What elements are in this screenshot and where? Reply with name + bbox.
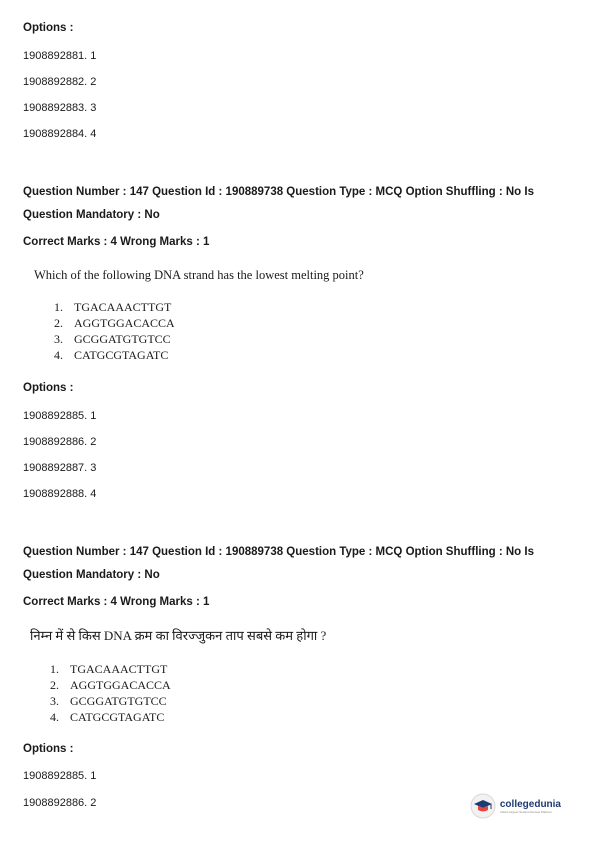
option-item: 1908892885. 1 [23, 410, 97, 422]
choice-item [50, 694, 167, 709]
choice-text: CATGCGTAGATC [74, 348, 169, 362]
choice-number: 3. [50, 694, 59, 708]
question-header: Question Number : 147 Question Id : 190889738 Question Type : MCQ Option Shuffling : No Is [23, 186, 534, 198]
option-item: 1908892888. 4 [23, 488, 97, 500]
options-label: Options : [23, 382, 74, 394]
question-marks: Correct Marks : 4 Wrong Marks : 1 [23, 596, 210, 608]
choice-number: 2. [50, 678, 59, 692]
graduation-cap-icon [470, 793, 496, 819]
choice-text: CATGCGTAGATC [70, 710, 165, 724]
choice-number: 2. [54, 316, 63, 330]
question-mandatory: Question Mandatory : No [23, 569, 160, 581]
choice-number: 1. [50, 662, 59, 676]
choice-item [50, 662, 167, 677]
option-item: 1908892886. 2 [23, 436, 97, 448]
choice-item [50, 710, 164, 725]
choice-item [50, 678, 171, 693]
choice-number: 4. [50, 710, 59, 724]
option-item: 1908892887. 3 [23, 462, 97, 474]
logo-tagline: India's largest Student Review Platform [499, 809, 553, 814]
option-item: 1908892881. 1 [23, 50, 97, 62]
logo-brand: collegedunia [499, 798, 561, 810]
question-marks: Correct Marks : 4 Wrong Marks : 1 [23, 236, 210, 248]
question-text-hindi: निम्न में से किस DNA क्रम का विरज्जुकन ताप सबसे कम होगा ? [30, 628, 327, 643]
options-label: Options : [23, 22, 74, 34]
choice-text: TGACAAACTTGT [70, 662, 168, 676]
option-item: 1908892883. 3 [23, 102, 97, 114]
choice-text: TGACAAACTTGT [74, 300, 172, 314]
option-item: 1908892884. 4 [23, 128, 97, 140]
choice-text: GCGGATGTGTCC [74, 332, 171, 346]
option-item: 1908892885. 1 [23, 770, 97, 782]
choice-text: AGGTGGACACCA [74, 316, 175, 330]
choice-item [54, 300, 171, 315]
logo-text-group [500, 799, 561, 814]
collegedunia-watermark [470, 790, 561, 822]
choice-item [54, 332, 171, 347]
choice-number: 4. [54, 348, 63, 362]
choice-text: AGGTGGACACCA [70, 678, 171, 692]
choice-text: GCGGATGTGTCC [70, 694, 167, 708]
choice-item [54, 348, 168, 363]
option-item: 1908892886. 2 [23, 797, 97, 809]
choice-number: 3. [54, 332, 63, 346]
question-header: Question Number : 147 Question Id : 190889738 Question Type : MCQ Option Shuffling : No Is [23, 546, 534, 558]
choice-number: 1. [54, 300, 63, 314]
choice-item [54, 316, 175, 331]
options-label: Options : [23, 743, 74, 755]
question-text: Which of the following DNA strand has the lowest melting point? [34, 268, 364, 282]
question-mandatory: Question Mandatory : No [23, 209, 160, 221]
option-item: 1908892882. 2 [23, 76, 97, 88]
